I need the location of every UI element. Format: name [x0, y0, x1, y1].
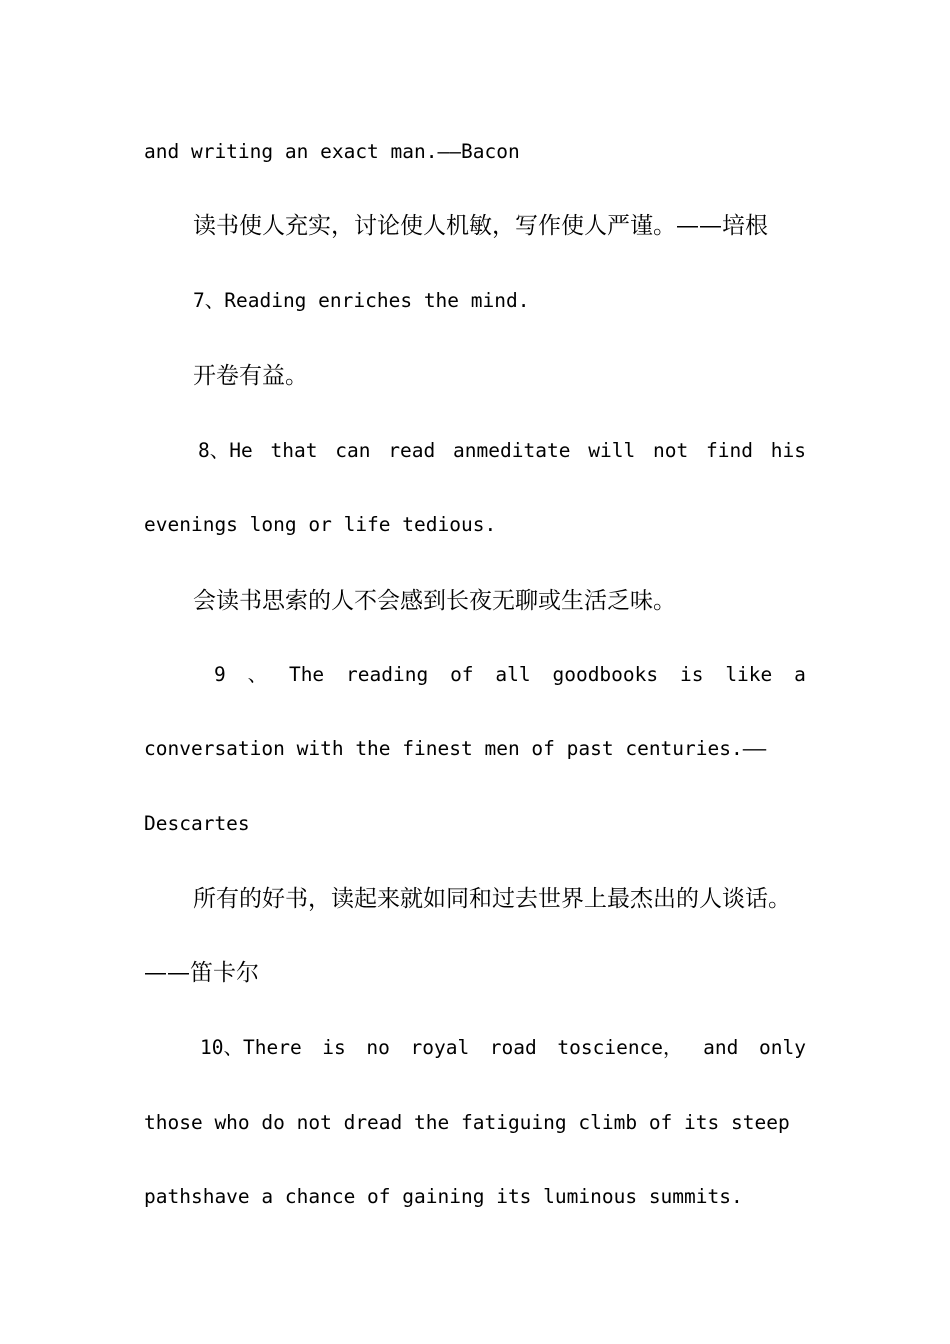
word: 10、There [200, 1036, 302, 1059]
word: royal [410, 1036, 470, 1059]
word: goodbooks [552, 663, 659, 686]
word: a [794, 663, 806, 686]
word: reading [346, 663, 429, 686]
word: will [588, 439, 636, 462]
word: can [335, 439, 371, 462]
text-line-quote-10-cont: those who do not dread the fatiguing climb of its steep [144, 1111, 790, 1134]
word: no [366, 1036, 390, 1059]
word: of [450, 663, 474, 686]
word: 9 [214, 663, 226, 686]
text-line-quote-7-chinese: 开卷有益。 [193, 363, 308, 389]
word: is [322, 1036, 346, 1059]
word: find [705, 439, 753, 462]
text-line-quote-8 [198, 434, 806, 468]
word: 8、He [198, 439, 253, 462]
text-line-quote-8-cont: evenings long or life tedious. [144, 513, 497, 536]
text-line-quote-8-chinese: 会读书思索的人不会感到长夜无聊或生活乏味。 [193, 588, 676, 614]
word: anmeditate [453, 439, 571, 462]
text-line-quote-9 [214, 658, 806, 692]
word: his [770, 439, 806, 462]
word: that [270, 439, 318, 462]
text-line-bacon-chinese: 读书使人充实，讨论使人机敏，写作使人严谨。——培根 [193, 213, 768, 239]
word: 、 [247, 663, 268, 686]
word: all [495, 663, 531, 686]
word: toscience， [557, 1036, 683, 1059]
word: like [725, 663, 773, 686]
word: is [679, 663, 704, 686]
word: and [703, 1036, 739, 1059]
text-line-quote-9-author: Descartes [144, 812, 250, 835]
word: not [652, 439, 689, 462]
text-line-quote-7: 7、Reading enriches the mind. [193, 289, 530, 312]
word: The [288, 663, 325, 686]
text-line-quote-10-end: pathshave a chance of gaining its luminous summits. [144, 1185, 743, 1208]
text-line-bacon-end: and writing an exact man.——Bacon [144, 140, 520, 163]
word: only [759, 1036, 806, 1059]
word: read [388, 439, 436, 462]
text-line-quote-9-chinese-author: ——笛卡尔 [144, 960, 259, 986]
text-line-quote-9-cont: conversation with the finest men of past centuries.—— [144, 737, 767, 760]
word: road [489, 1036, 537, 1059]
text-line-quote-10 [200, 1031, 806, 1065]
text-line-quote-9-chinese: 所有的好书，读起来就如同和过去世界上最杰出的人谈话。 [193, 886, 791, 912]
